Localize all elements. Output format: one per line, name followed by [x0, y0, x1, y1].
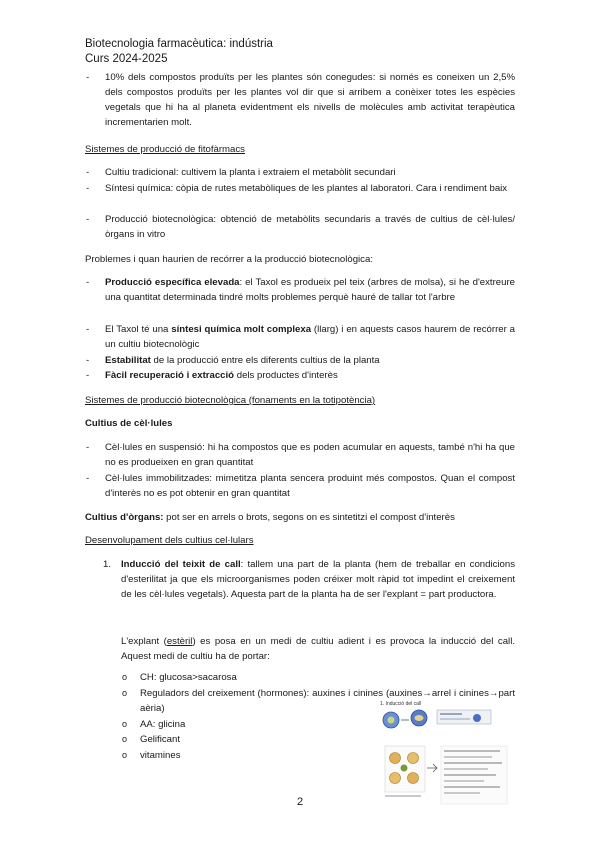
systems-item: - Cultiu tradicional: cultivem la planta i extraiem el metabòlit secundari [86, 167, 396, 178]
medium-item: o Reguladors del creixement (hormones): auxines i cinines (auxines→arrel i cinines→part aèria) [122, 688, 515, 714]
page-number: 2 [296, 796, 304, 808]
biotech-heading: Sistemes de producció biotecnològica (fonaments en la totipotència) [85, 395, 376, 406]
systems-item: - Síntesi química: còpia de rutes metabòliques de les plantes al laboratori. Cara i rendiment baix [86, 183, 508, 194]
development-step: 1. Inducció del teixit de call: tallem una part de la planta (hem de treballar en condicions d'esterilitat ja que els microorganismes poden créixer molt ràpid tot impedint el creixement de les cèl·lules vegetals). Aquesta part de la planta ha de ser l'explant = part productora. [103, 559, 515, 600]
medium-item: o AA: glicina [122, 719, 186, 730]
problems-intro: Problemes i quan haurien de recórrer a la producció biotecnològica: [85, 254, 373, 265]
dash-bullet: - [86, 72, 90, 83]
systems-item: - Producció biotecnològica: obtenció de metabòlits secundaris a través de cultius de cèl·lules/òrgans in vitro [86, 214, 515, 240]
problems-item: - Producció específica elevada: el Taxol es produeix pel teix (arbres de molsa), si he d'extreure una quantitat determinada tindré molts problemes perquè hauré de tallar tot l'arbre [86, 277, 515, 303]
problems-item: - Fàcil recuperació i extracció dels productes d'interès [86, 370, 338, 381]
organs-paragraph: Cultius d'òrgans: pot ser en arrels o brots, segons on es sintetitzi el compost d'interès [85, 512, 455, 523]
header-title: Biotecnologia farmacèutica: indústria [85, 38, 273, 50]
development-heading: Desenvolupament dels cultius cel·lulars [85, 535, 254, 546]
header-course: Curs 2024-2025 [85, 53, 168, 65]
intro-list-item: - 10% dels compostos produïts per les plantes són conegudes: si només es coneixen un 2,5% dels compostos produïts per les plantes vol dir que si arribem a conèixer totes les espècies vegetals que hi ha al planeta evidentment els nivells de molècules amb activitat terapèutica incrementarien molt. [86, 72, 515, 128]
medium-item: o CH: glucosa>sacarosa [122, 672, 237, 683]
figure-title: 1. Inducció del call [380, 701, 422, 707]
problems-item: - El Taxol té una síntesi química molt complexa (llarg) i en aquests casos haurem de recórrer a un cultiu biotecnològic [86, 324, 516, 350]
callus-induction-figure [377, 698, 515, 808]
cells-heading: Cultius de cèl·lules [85, 418, 173, 429]
cells-item: - Cèl·lules immobilitzades: mimetitza planta sencera produint més compostos. Quan el compost d'interès no es pot obtenir en gran quantitat [86, 473, 515, 499]
callus-diagram-image [377, 698, 515, 808]
explant-paragraph: L'explant (estèril) es posa en un medi de cultiu adient i es provoca la inducció del call. Aquest medi de cultiu ha de portar: [121, 636, 515, 662]
medium-item: o Gelificant [122, 734, 180, 745]
cells-item: - Cèl·lules en suspensió: hi ha compostos que es poden acumular en aquests, també n'hi ha que no es produeixen en gran quantitat [86, 442, 515, 468]
medium-item: o vitamines [122, 750, 181, 761]
systems-heading: Sistemes de producció de fitofàrmacs [85, 144, 245, 155]
problems-item: - Estabilitat de la producció entre els diferents cultius de la planta [86, 355, 380, 366]
